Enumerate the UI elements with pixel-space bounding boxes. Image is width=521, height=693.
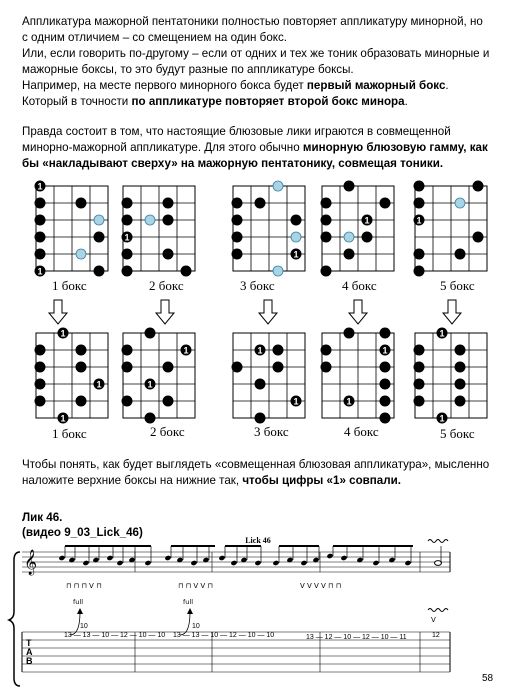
box-label: 1 бокс — [52, 426, 87, 441]
note-dot — [94, 232, 105, 243]
note-dot — [255, 413, 266, 424]
notehead — [404, 560, 411, 566]
down-arrow-icon — [443, 300, 461, 324]
note-dot — [344, 249, 355, 260]
bold-phrase: чтобы цифры «1» совпали. — [242, 474, 401, 487]
bold-phrase: первый мажорный бокс — [306, 79, 446, 92]
note-dot — [255, 379, 266, 390]
note-dot — [94, 266, 105, 277]
note-dot — [181, 266, 192, 277]
note-dot — [455, 362, 466, 373]
note-dot — [344, 181, 355, 192]
note-dot — [145, 328, 156, 339]
tab-fret-numbers: 13 — 12 — 10 — 12 — 10 — 11 — [306, 634, 407, 641]
lick-title: Лик 46. — [22, 511, 63, 524]
box-label: 2 бокс — [149, 278, 184, 293]
note-dot — [321, 266, 332, 277]
note-dot — [362, 232, 373, 243]
note-dot — [163, 198, 174, 209]
note-dot — [35, 232, 46, 243]
note-dot — [35, 362, 46, 373]
notehead — [272, 560, 279, 566]
tab-letter: T — [26, 638, 32, 648]
notehead — [144, 560, 151, 566]
score-title: Lick 46 — [245, 536, 271, 545]
root-marker: 1 — [147, 379, 153, 390]
note-dot — [414, 249, 425, 260]
blue-note-dot — [94, 215, 104, 225]
note-dot — [232, 198, 243, 209]
down-arrow-icon — [259, 300, 277, 324]
text-line: Аппликатура мажорной пентатоники полностью повторяет аппликатуру минорной, но — [22, 15, 483, 28]
lick-video: (видео 9_03_Lick_46) — [22, 526, 143, 539]
tab-fret-numbers: 13 — 13 — 10 — 12 — 10 — 10 — [64, 632, 166, 639]
note-dot — [414, 379, 425, 390]
root-marker: 1 — [60, 328, 66, 339]
box-label: 4 бокс — [344, 424, 379, 439]
notehead — [340, 555, 347, 561]
note-dot — [76, 345, 87, 356]
note-dot — [473, 181, 484, 192]
note-dot — [321, 232, 332, 243]
half-note — [435, 561, 442, 566]
vibrato-icon — [428, 540, 448, 543]
note-dot — [122, 198, 133, 209]
notehead — [230, 560, 237, 566]
note-dot — [273, 362, 284, 373]
note-dot — [232, 249, 243, 260]
note-dot — [76, 198, 87, 209]
note-dot — [122, 362, 133, 373]
note-dot — [35, 379, 46, 390]
note-dot — [344, 328, 355, 339]
note-dot — [145, 413, 156, 424]
text-line: наложите верхние боксы на нижние так, — [22, 474, 243, 487]
note-dot — [255, 198, 266, 209]
note-dot — [232, 232, 243, 243]
note-dot — [380, 328, 391, 339]
bend-arrowhead-icon — [187, 608, 193, 614]
note-dot — [380, 362, 391, 373]
blue-note-dot — [291, 232, 301, 242]
notehead — [106, 555, 113, 561]
note-dot — [232, 362, 243, 373]
root-marker: 1 — [257, 345, 263, 356]
box-label: 3 бокс — [254, 424, 289, 439]
bend-label: full — [183, 598, 194, 606]
down-arrow-icon — [156, 300, 174, 324]
note-dot — [414, 198, 425, 209]
tab-fret-numbers: 10 — [192, 623, 200, 630]
note-dot — [414, 345, 425, 356]
root-marker: 1 — [382, 345, 388, 356]
box-label: 3 бокс — [240, 278, 275, 293]
note-dot — [163, 362, 174, 373]
notehead — [58, 555, 65, 561]
notehead — [218, 555, 225, 561]
box-label: 5 бокс — [440, 278, 475, 293]
text-line: Например, на месте первого минорного бокса будет — [22, 79, 307, 92]
note-dot — [232, 215, 243, 226]
note-dot — [35, 345, 46, 356]
note-dot — [380, 396, 391, 407]
note-dot — [380, 379, 391, 390]
notehead — [254, 560, 261, 566]
note-dot — [273, 345, 284, 356]
vibrato-icon — [428, 609, 448, 612]
page-number: 58 — [482, 673, 494, 684]
note-dot — [473, 232, 484, 243]
bend-label: full — [73, 598, 84, 606]
note-dot — [321, 362, 332, 373]
treble-clef-icon: 𝄞 — [24, 550, 38, 575]
root-marker: 1 — [293, 249, 299, 260]
note-dot — [163, 249, 174, 260]
tab-fret-numbers: 10 — [80, 623, 88, 630]
tab-fret-numbers: 13 — 13 — 10 — 12 — 10 — 10 — [173, 632, 275, 639]
text-line: . — [404, 95, 408, 108]
root-marker: 1 — [124, 232, 130, 243]
box-label: 2 бокс — [150, 424, 185, 439]
blue-note-dot — [455, 198, 465, 208]
blue-note-dot — [344, 232, 354, 242]
note-dot — [455, 396, 466, 407]
lick-heading — [22, 510, 143, 540]
note-dot — [414, 181, 425, 192]
note-dot — [414, 396, 425, 407]
system-brace — [9, 552, 20, 686]
note-dot — [291, 215, 302, 226]
blue-note-dot — [273, 181, 283, 191]
down-arrow-icon — [49, 300, 67, 324]
root-marker: 1 — [60, 413, 66, 424]
notehead — [116, 560, 123, 566]
root-marker: 1 — [416, 215, 422, 226]
notehead — [300, 560, 307, 566]
root-marker: 1 — [37, 266, 43, 277]
note-dot — [380, 413, 391, 424]
text-line: Чтобы понять, как будет выглядеть «совмещенная блюзовая аппликатура», мысленно — [22, 458, 490, 471]
root-marker: 1 — [183, 345, 189, 356]
root-marker: 1 — [346, 396, 352, 407]
notehead — [164, 555, 171, 561]
notehead — [82, 560, 89, 566]
bold-phrase: минорную блюзовую гамму, как — [302, 141, 488, 154]
note-dot — [76, 396, 87, 407]
pick-directions: ⊓ ⊓ V V ⊓ — [178, 582, 213, 590]
pick-directions: ⊓ ⊓ ⊓ V ⊓ — [66, 582, 102, 590]
text-line: Который в точности — [22, 95, 132, 108]
root-marker: 1 — [293, 396, 299, 407]
blue-note-dot — [76, 249, 86, 259]
note-dot — [455, 345, 466, 356]
root-marker: 1 — [364, 215, 370, 226]
text-line: минорно-мажорной аппликатуре. Для этого обычно — [22, 141, 303, 154]
notehead — [326, 553, 333, 559]
note-dot — [455, 379, 466, 390]
note-dot — [380, 198, 391, 209]
text-line: Или, если говорить по-другому – если от одних и тех же тоник образовать минорные и — [22, 47, 490, 60]
note-dot — [122, 215, 133, 226]
blue-note-dot — [145, 215, 155, 225]
root-marker: 1 — [439, 413, 445, 424]
bold-phrase: по аппликатуре повторяет второй бокс минора — [131, 95, 405, 108]
note-dot — [76, 362, 87, 373]
down-arrow-icon — [349, 300, 367, 324]
note-dot — [122, 345, 133, 356]
text-line: Правда состоит в том, что настоящие блюзовые лики играются в совмещенной — [22, 125, 451, 138]
note-dot — [35, 215, 46, 226]
note-dot — [35, 198, 46, 209]
bend-arrowhead-icon — [77, 608, 83, 614]
tab-letter: A — [26, 647, 33, 657]
note-dot — [35, 396, 46, 407]
note-dot — [321, 215, 332, 226]
note-dot — [122, 396, 133, 407]
note-dot — [122, 249, 133, 260]
pick-direction: V — [431, 616, 436, 624]
text-line: с одним отличием – со смещением на один бокс. — [22, 31, 287, 44]
overlay-paragraph — [22, 457, 507, 489]
root-marker: 1 — [96, 379, 102, 390]
note-dot — [122, 266, 133, 277]
box-label: 4 бокс — [342, 278, 377, 293]
tab-fret-numbers: 12 — [432, 632, 440, 639]
note-dot — [321, 345, 332, 356]
note-dot — [163, 396, 174, 407]
bold-phrase: бы «накладывают сверху» на мажорную пентатонику, совмещая тоники. — [22, 157, 444, 170]
root-marker: 1 — [37, 181, 43, 192]
text-line: . — [445, 79, 449, 92]
note-dot — [414, 362, 425, 373]
pick-directions: V V V V ⊓ ⊓ — [300, 582, 342, 590]
note-dot — [455, 249, 466, 260]
notehead — [372, 560, 379, 566]
box-label: 5 бокс — [440, 426, 475, 441]
root-marker: 1 — [439, 328, 445, 339]
note-dot — [414, 266, 425, 277]
notehead — [190, 560, 197, 566]
note-dot — [35, 249, 46, 260]
note-dot — [321, 198, 332, 209]
note-dot — [163, 215, 174, 226]
box-label: 1 бокс — [52, 278, 87, 293]
text-line: мажорные боксы, то это будут разные по аппликатуре боксы. — [22, 63, 354, 76]
blue-note-dot — [273, 266, 283, 276]
tab-letter: B — [26, 656, 33, 666]
